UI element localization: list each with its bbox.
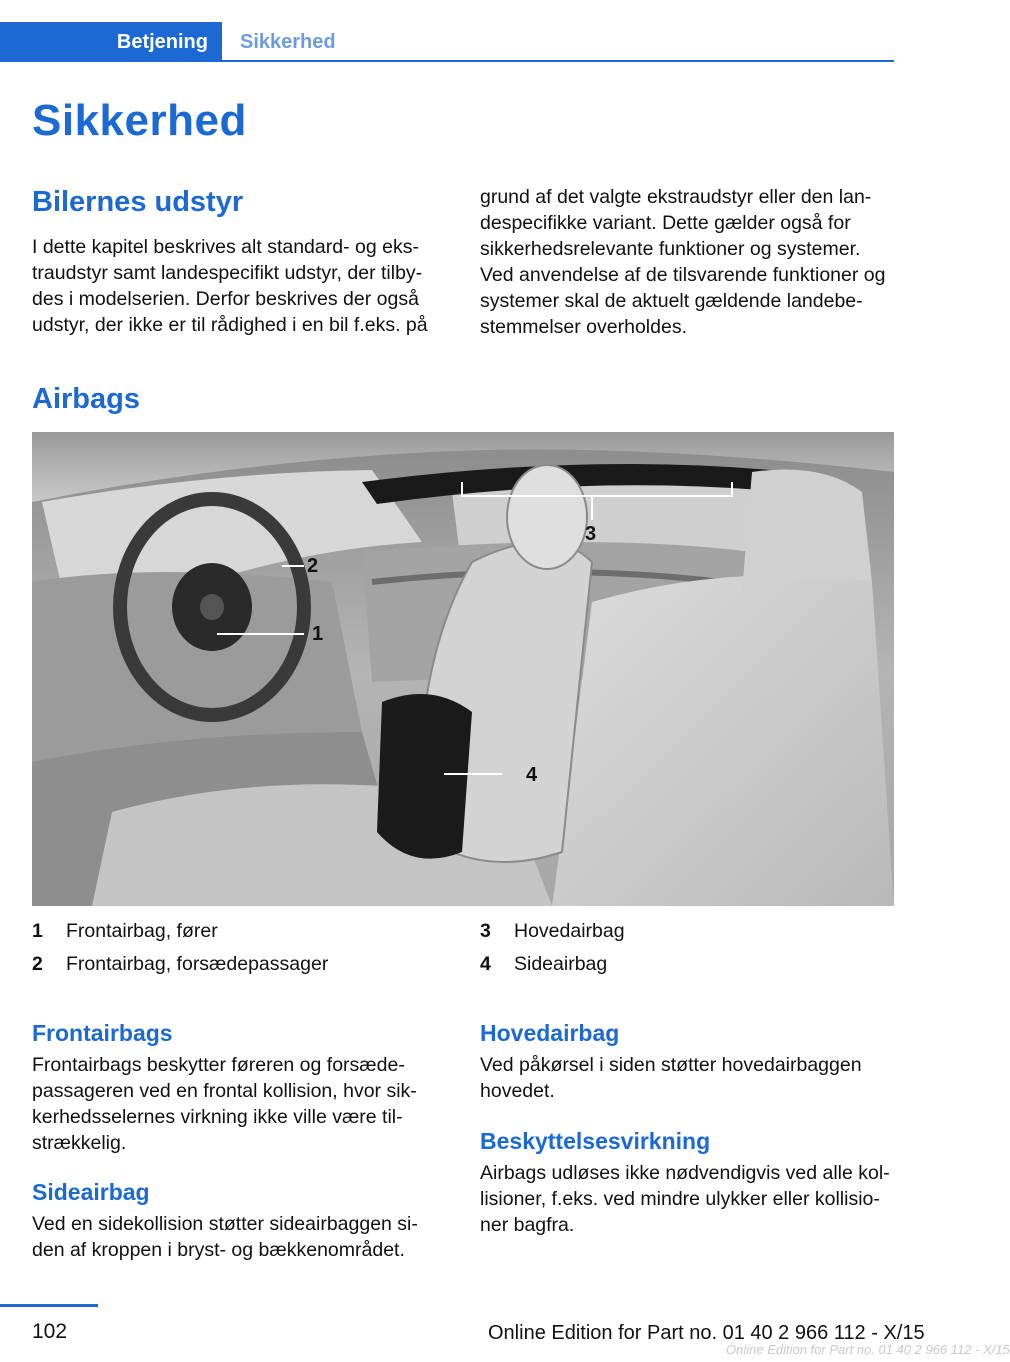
- legend-text: Frontairbag, forsædepassager: [66, 953, 329, 975]
- callout-label-4: 4: [526, 764, 538, 786]
- header-tabbar: [0, 22, 894, 64]
- tab-sikkerhed[interactable]: Sikkerhed: [240, 30, 336, 53]
- legend-number: 1: [32, 920, 43, 942]
- intro-paragraph-col1: [32, 234, 428, 338]
- callout-label-2: 2: [307, 555, 319, 577]
- footer-divider: [0, 1304, 98, 1307]
- text-line: Ved anvendelse af de tilsvarende funktioner og: [480, 264, 886, 286]
- callout-label-1: 1: [312, 623, 324, 645]
- text-line: passageren ved en frontal kollision, hvor sik-: [32, 1080, 417, 1102]
- text-line: des i modelserien. Derfor beskrives der også: [32, 288, 419, 310]
- text-line: stemmelser overholdes.: [480, 316, 687, 338]
- legend-number: 3: [480, 920, 491, 942]
- subheading-hovedairbag: Hovedairbag: [480, 1020, 620, 1046]
- text-line: lisioner, f.eks. ved mindre ulykker eller kollisio-: [480, 1188, 880, 1210]
- text-line: despecifikke variant. Dette gælder også for: [480, 212, 851, 234]
- section-heading-bilernes-udstyr: Bilernes udstyr: [32, 186, 244, 218]
- callout-label-3: 3: [585, 523, 597, 545]
- text-line: I dette kapitel beskrives alt standard- og eks-: [32, 236, 419, 258]
- beskyttelse-paragraph: [480, 1160, 890, 1238]
- text-line: strækkelig.: [32, 1132, 127, 1154]
- legend-text: Frontairbag, fører: [66, 920, 218, 942]
- text-line: udstyr, der ikke er til rådighed i en bil f.eks. på: [32, 314, 428, 336]
- page-title: Sikkerhed: [32, 96, 247, 145]
- text-line: den af kroppen i bryst- og bækkenområdet.: [32, 1239, 405, 1261]
- page-number: 102: [32, 1320, 68, 1343]
- text-line: sikkerhedsrelevante funktioner og systemer.: [480, 238, 861, 260]
- text-line: traudstyr samt landespecifikt udstyr, der tilby-: [32, 262, 423, 284]
- edition-note: Online Edition for Part no. 01 40 2 966 112 - X/15: [488, 1322, 925, 1344]
- text-line: Ved påkørsel i siden støtter hovedairbaggen: [480, 1054, 862, 1076]
- text-line: Ved en sidekollision støtter sideairbaggen si-: [32, 1213, 418, 1235]
- text-line: grund af det valgte ekstraudstyr eller den lan-: [480, 186, 872, 208]
- header-divider: [222, 60, 894, 62]
- tab-betjening[interactable]: Betjening: [0, 22, 222, 62]
- text-line: kerhedsselernes virkning ikke ville være til-: [32, 1106, 403, 1128]
- subheading-frontairbags: Frontairbags: [32, 1020, 173, 1046]
- legend-text: Sideairbag: [514, 953, 608, 975]
- text-line: ner bagfra.: [480, 1214, 575, 1236]
- text-line: Airbags udløses ikke nødvendigvis ved alle kol-: [480, 1162, 890, 1184]
- sideairbag-paragraph: [32, 1211, 418, 1263]
- legend-text: Hovedairbag: [514, 920, 625, 942]
- legend-number: 4: [480, 953, 491, 975]
- text-line: Frontairbags beskytter føreren og forsæde-: [32, 1054, 405, 1076]
- subheading-beskyttelsesvirkning: Beskyttelsesvirkning: [480, 1128, 711, 1154]
- text-line: systemer skal de aktuelt gældende landebe-: [480, 290, 863, 312]
- text-line: hovedet.: [480, 1080, 555, 1102]
- hovedairbag-paragraph: [480, 1052, 862, 1104]
- subheading-sideairbag: Sideairbag: [32, 1179, 150, 1205]
- airbag-illustration: [32, 432, 894, 906]
- intro-paragraph-col2: [480, 184, 885, 340]
- section-heading-airbags: Airbags: [32, 383, 140, 415]
- frontairbags-paragraph: [32, 1052, 417, 1156]
- legend-number: 2: [32, 953, 43, 975]
- watermark: Online Edition for Part no. 01 40 2 966 112 - X/15: [726, 1342, 1010, 1357]
- car-interior-drawing: [32, 432, 894, 906]
